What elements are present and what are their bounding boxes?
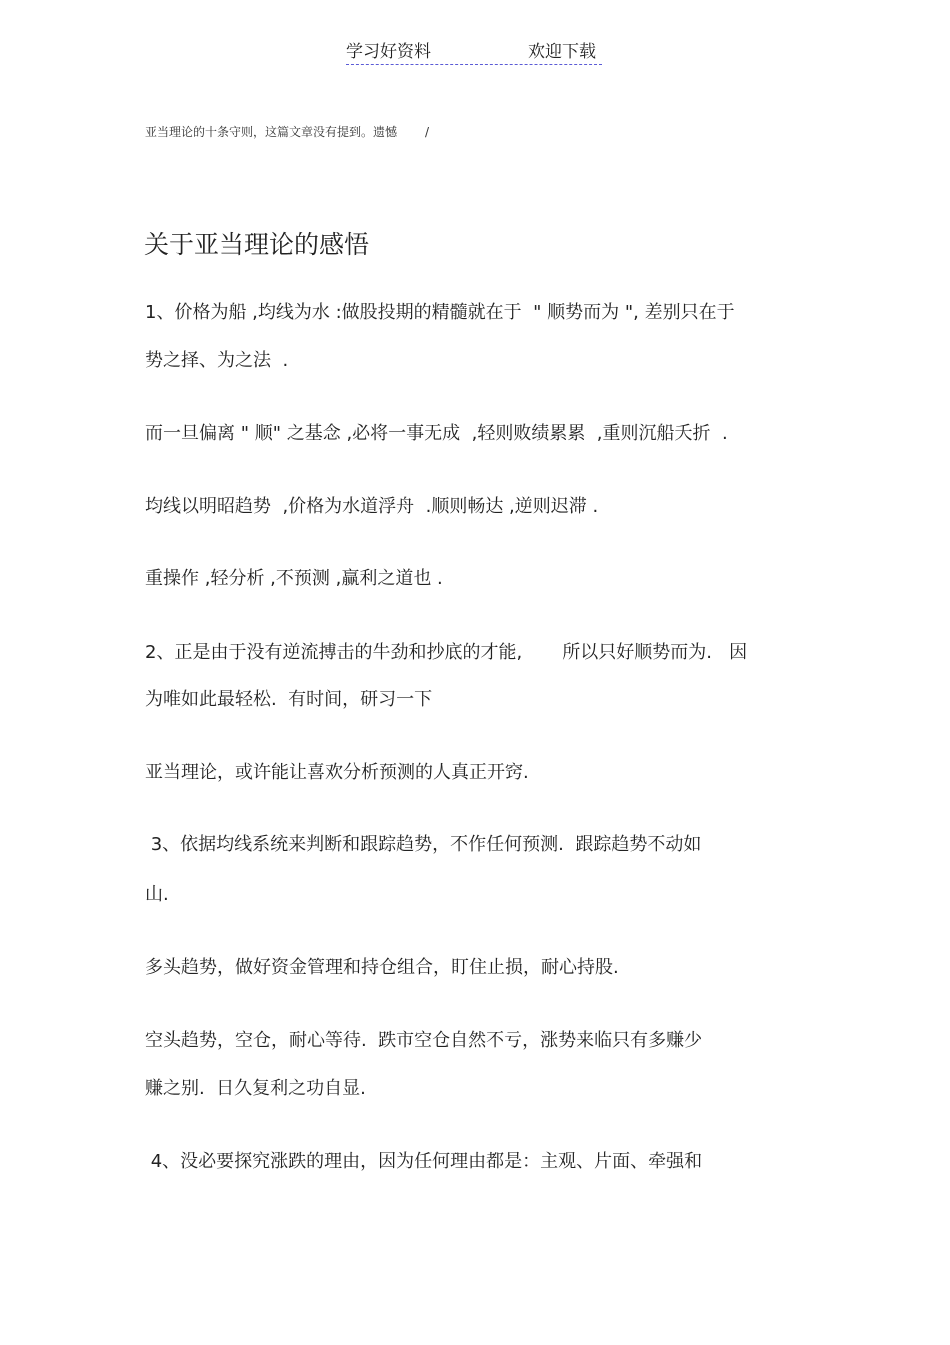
intro-note-text: 亚当理论的十条守则，这篇文章没有提到。遗憾 — [145, 125, 398, 139]
article-title: 关于亚当理论的感悟 — [144, 230, 370, 259]
intro-note-mark: / — [425, 125, 430, 139]
intro-note — [145, 123, 429, 140]
page-header — [346, 40, 602, 65]
body-line-3: 而一旦偏离 " 顺" 之基念 ,必将一事无成 ,轻则败绩累累 ,重则沉船夭折 . — [145, 423, 728, 444]
header-right-text: 欢迎下载 — [528, 42, 596, 62]
body-line-11: 多头趋势，做好资金管理和持仓组合，盯住止损，耐心持股. — [145, 957, 619, 978]
body-line-14: 4、没必要探究涨跌的理由，因为任何理由都是：主观、片面、牵强和 — [145, 1151, 703, 1172]
body-line-9: 3、依据均线系统来判断和跟踪趋势，不作任何预测. 跟踪趋势不动如 — [145, 834, 702, 855]
body-line-4: 均线以明昭趋势 ,价格为水道浮舟 .顺则畅达 ,逆则迟滞 . — [145, 496, 599, 517]
body-line-5: 重操作 ,轻分析 ,不预测 ,赢利之道也 . — [145, 568, 443, 589]
body-line-1: 1、价格为船 ,均线为水 :做股投期的精髓就在于 " 顺势而为 ", 差别只在于 — [145, 302, 735, 323]
body-line-6: 2、正是由于没有逆流搏击的牛劲和抄底的才能, 所以只好顺势而为. 因 — [145, 642, 748, 663]
body-line-2: 势之择、为之法 . — [145, 350, 289, 371]
body-line-12: 空头趋势，空仓，耐心等待. 跌市空仓自然不亏，涨势来临只有多赚少 — [145, 1030, 703, 1051]
header-left-text: 学习好资料 — [346, 42, 431, 62]
body-line-10: 山. — [145, 884, 169, 905]
body-line-7: 为唯如此最轻松. 有时间，研习一下 — [145, 689, 433, 710]
body-line-8: 亚当理论，或许能让喜欢分析预测的人真正开窍. — [145, 762, 529, 783]
body-line-13: 赚之别. 日久复利之功自显. — [145, 1078, 366, 1099]
